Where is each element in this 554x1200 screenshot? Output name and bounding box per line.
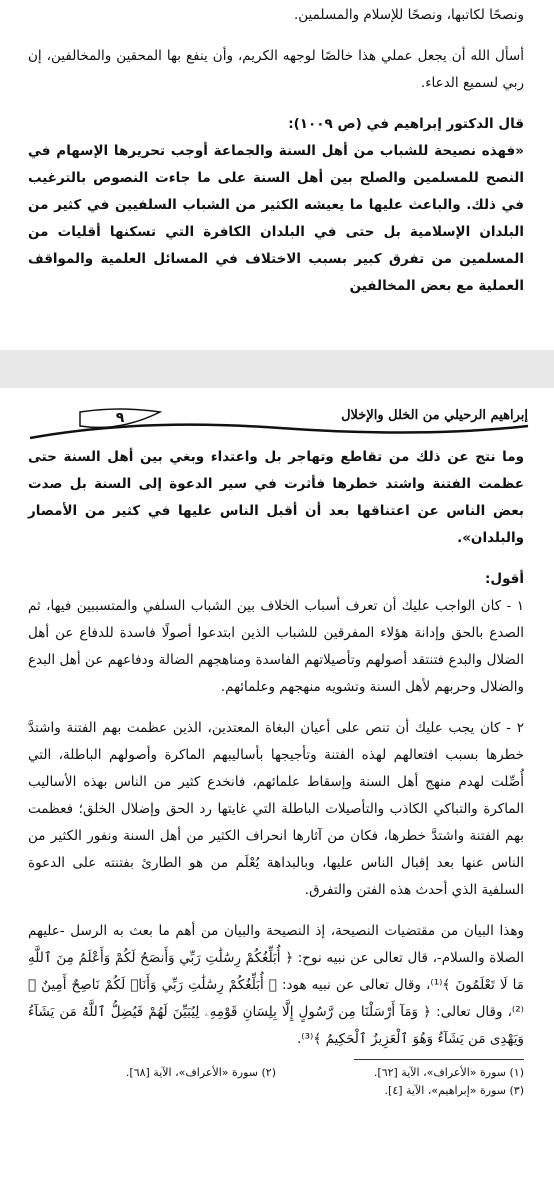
page-top [0, 0, 554, 350]
point-3: وهذا البيان من مقتضيات النصيحة، إذ النصيحة والبيان من أهم ما بعث به الرسل -عليهم الصلاة والسلام-، قال تعالى عن نبيه نوح: ﴿ أُبَلِّغُكُمْ رِسَٰلَٰتِ رَبِّي وَأَنصَحُ لَكُمْ وَأَعْلَمُ مِنَ ٱللَّهِ مَا لَا تَعْلَمُونَ ﴾⁽¹⁾، وقال تعالى عن نبيه هود: ﴿ أُبَلِّغُكُمْ رِسَٰلَٰتِ رَبِّي وَأَنَا۠ لَكُمْ نَاصِحٌ أَمِينٌ ﴾⁽²⁾، وقال تعالى: ﴿ وَمَآ أَرْسَلْنَا مِن رَّسُولٍ إِلَّا بِلِسَانِ قَوْمِهِۦ لِيُبَيِّنَ لَهُمْ فَيُضِلُّ ٱللَّهُ مَن يَشَآءُ وَيَهْدِى مَن يَشَآءُ وَهُوَ ٱلْعَزِيزُ ٱلْحَكِيمُ ﴾⁽³⁾. [28, 923, 524, 1047]
paragraph-closing-line: ونصحًا لكاتبها، ونصحًا للإسلام والمسلمين. [293, 7, 524, 23]
point-2: ٢ - كان يجب عليك أن تنص على أعيان البغاة المعتدين، الذين عظمت بهم الفتنة واشتدَّ خطرها بسبب افتعالهم لهذه الفتنة وتأجيجها بأساليبهم الماكرة وأصولهم الباطلة، التي أُصِّلت لهدم منهج أهل السنة وإسقاط علمائهم، فانخدع كثير من الناس بهذه الأساليب الماكرة والتباكي الكاذب والتأصيلات الباطلة التي غايتها رد الحق وإضلال الخلق؛ فعظمت بهم الفتنة واشتدَّ خطرها، فكان من آثارها انحراف الكثير من أهل السنة ونفور الكثير من الناس عنها بعد إقبال الناس عليها، وبالبداهة يُعْلَم من هو الطارئ بفتنته على الدعوة السلفية الذي أحدث هذه الفتن والتفرق. [28, 720, 524, 898]
paragraph-dua: أسأل الله أن يجعل عملي هذا خالصًا لوجهه الكريم، وأن ينفع بها المحقين والمخالفين، إن ربي لسميع الدعاء. [28, 48, 524, 91]
footnote-2: (٢) سورة «الأعراف»، الآية [٦٨]. [125, 1066, 276, 1079]
page-bottom [0, 388, 554, 1200]
footnote-row-2 [28, 1082, 524, 1100]
page-header [0, 388, 554, 444]
point-1: ١ - كان الواجب عليك أن تعرف أسباب الخلاف بين الشباب السلفي والمتسببين فيها، ثم الصدع بالحق وإدانة هؤلاء المفرقين للشباب الذين ابتدعوا أصولًا فاسدة للدفاع عن أهل الضلال والبدع فتنتقد أصولهم وتأصيلاتهم الفاسدة ومناهجهم الضالة ودفاعهم عن أهل البدع والضلال وحربهم لأهل السنة وتشويه منهجهم وعلمائهم. [28, 598, 524, 695]
footnote-3: (٣) سورة «إبراهيم»، الآية [٤]. [384, 1084, 524, 1097]
aqul-heading: أقول: [484, 571, 524, 587]
quote-continuation: وما نتج عن ذلك من تقاطع وتهاجر بل واعتداء وبغي بين أهل السنة حتى عظمت الفتنة واشتد خطرها فأثرت في سير الدعوة إلى السنة بل صدت بعض الناس عن اعتناقها بعد أن أقبل الناس عليها في كثير من الأمصار والبلدان». [28, 449, 524, 546]
footnote-row-1 [28, 1064, 524, 1082]
quote-text: «فهذه نصيحة للشباب من أهل السنة والجماعة أوجب تحريرها الإسهام في النصح للمسلمين والصلح بين أهل السنة على ما جاءت النصوص بالترغيب في ذلك. والباعث عليها ما يعيشه الكثير من الشباب السلفيين في كثير من البلدان الإسلامية بل حتى في البلدان الكافرة التي تسكنها أقليات من المسلمين من تفرق كبير بسبب الاختلاف في المسائل العلمية والمواقف العملية مع بعض المخالفين [28, 143, 524, 294]
running-title: إبراهيم الرحيلي من الخلل والإخلال [341, 408, 528, 423]
quote-heading: قال الدكتور إبراهيم في (ص ١٠٠٩): [288, 116, 524, 132]
footnote-1: (١) سورة «الأعراف»، الآية [٦٢]. [373, 1066, 524, 1079]
page-number: ٩ [115, 410, 125, 426]
footnote-rule [354, 1059, 524, 1060]
